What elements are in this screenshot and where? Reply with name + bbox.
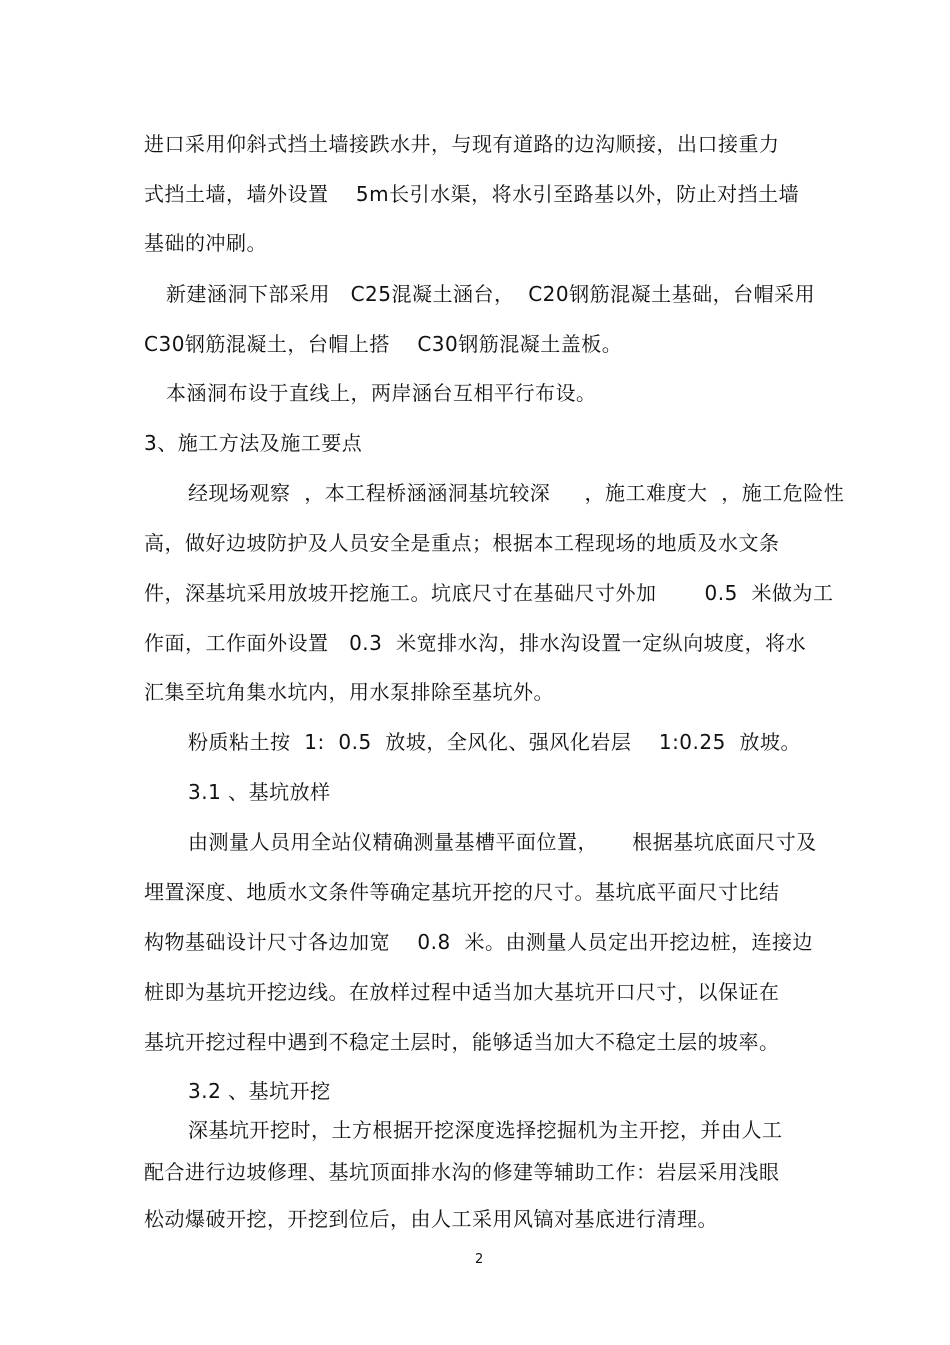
text-line: 基础的冲刷。 — [144, 231, 267, 255]
text-line: 配合进行边坡修理、基坑顶面排水沟的修建等辅助工作：岩层采用浅眼 — [144, 1160, 780, 1184]
text-line: 式挡土墙，墙外设置 5m长引水渠，将水引至路基以外，防止对挡土墙 — [144, 182, 800, 206]
section-heading: 3、施工方法及施工要点 — [144, 431, 363, 455]
text-line: C30钢筋混凝土，台帽上搭 C30钢筋混凝土盖板。 — [144, 332, 623, 356]
text-line: 埋置深度、地质水文条件等确定基坑开挖的尺寸。基坑底平面尺寸比结 — [144, 880, 780, 904]
text-line: 高，做好边坡防护及人员安全是重点；根据本工程现场的地质及水文条 — [144, 531, 780, 555]
section-heading: 3.2 、基坑开挖 — [188, 1079, 331, 1103]
text-line: 深基坑开挖时，土方根据开挖深度选择挖掘机为主开挖，并由人工 — [188, 1118, 783, 1142]
text-line: 桩即为基坑开挖边线。在放样过程中适当加大基坑开口尺寸，以保证在 — [144, 980, 780, 1004]
text-line: 构物基础设计尺寸各边加宽 0.8 米。由测量人员定出开挖边桩，连接边 — [144, 930, 813, 954]
text-line: 粉质粘土按 1: 0.5 放坡，全风化、强风化岩层 1:0.25 放坡。 — [188, 730, 802, 754]
section-heading: 3.1 、基坑放样 — [188, 780, 331, 804]
text-line: 进口采用仰斜式挡土墙接跌水井，与现有道路的边沟顺接，出口接重力 — [144, 132, 780, 156]
text-line: 经现场观察 ，本工程桥涵涵洞基坑较深 ，施工难度大 ，施工危险性 — [188, 481, 845, 505]
text-line: 由测量人员用全站仪精确测量基槽平面位置， 根据基坑底面尺寸及 — [188, 830, 817, 854]
text-line: 汇集至坑角集水坑内，用水泵排除至基坑外。 — [144, 680, 554, 704]
text-line: 件，深基坑采用放坡开挖施工。坑底尺寸在基础尺寸外加 0.5 米做为工 — [144, 581, 834, 605]
text-line: 本涵洞布设于直线上，两岸涵台互相平行布设。 — [166, 381, 597, 405]
page-number: 2 — [475, 1252, 484, 1267]
text-line: 新建涵洞下部采用 C25混凝土涵台， C20钢筋混凝土基础，台帽采用 — [166, 282, 816, 306]
text-line: 基坑开挖过程中遇到不稳定土层时，能够适当加大不稳定土层的坡率。 — [144, 1030, 780, 1054]
text-line: 作面，工作面外设置 0.3 米宽排水沟，排水沟设置一定纵向坡度，将水 — [144, 631, 807, 655]
text-line: 松动爆破开挖，开挖到位后，由人工采用风镐对基底进行清理。 — [144, 1207, 718, 1231]
